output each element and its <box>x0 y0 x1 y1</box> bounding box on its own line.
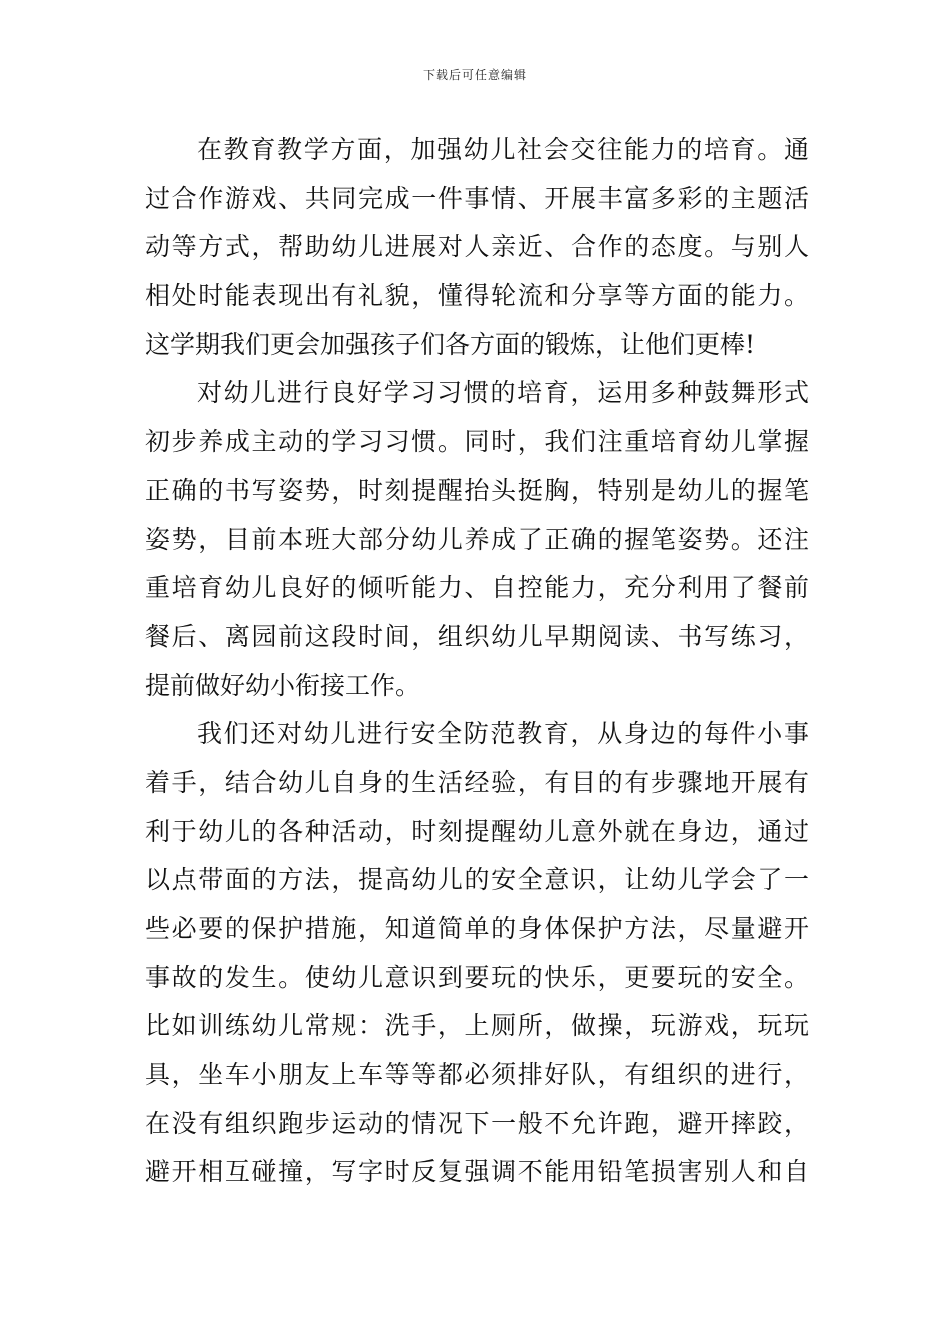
text-line: 这学期我们更会加强孩子们各方面的锻炼，让他们更棒! <box>145 329 756 359</box>
text-line: 在没有组织跑步运动的情况下一般不允许跑，避开摔跤， <box>145 1108 809 1138</box>
text-line: 我们还对幼儿进行安全防范教育，从身边的每件小事 <box>197 719 809 749</box>
paragraph-social-skills <box>145 126 809 369</box>
text-line: 比如训练幼儿常规：洗手，上厕所，做操，玩游戏，玩玩 <box>145 1011 809 1041</box>
text-line: 初步养成主动的学习习惯。同时，我们注重培育幼儿掌握 <box>145 427 809 457</box>
text-line: 提前做好幼小衔接工作。 <box>145 670 421 700</box>
page-header-note: 下载后可任意编辑 <box>422 68 527 82</box>
text-line: 动等方式，帮助幼儿进展对人亲近、合作的态度。与别人 <box>145 232 809 262</box>
document-body <box>145 126 809 1197</box>
paragraph-study-habits <box>145 369 809 710</box>
text-line: 相处时能表现出有礼貌，懂得轮流和分享等方面的能力。 <box>145 281 809 311</box>
text-line: 正确的书写姿势，时刻提醒抬头挺胸，特别是幼儿的握笔 <box>145 475 809 505</box>
text-line: 利于幼儿的各种活动，时刻提醒幼儿意外就在身边，通过 <box>145 816 809 846</box>
text-line: 过合作游戏、共同完成一件事情、开展丰富多彩的主题活 <box>145 183 809 213</box>
text-line: 以点带面的方法，提高幼儿的安全意识，让幼儿学会了一 <box>145 865 809 895</box>
text-line: 些必要的保护措施，知道简单的身体保护方法，尽量避开 <box>145 914 809 943</box>
text-line: 重培育幼儿良好的倾听能力、自控能力，充分利用了餐前 <box>145 573 809 603</box>
text-line: 避开相互碰撞，写字时反复强调不能用铅笔损害别人和自 <box>145 1157 809 1187</box>
paragraph-safety-education <box>145 710 809 1197</box>
text-line: 具，坐车小朋友上车等等都必须排好队，有组织的进行， <box>145 1060 809 1090</box>
text-line: 姿势，目前本班大部分幼儿养成了正确的握笔姿势。还注 <box>145 524 809 554</box>
text-line: 事故的发生。使幼儿意识到要玩的快乐，更要玩的安全。 <box>145 962 809 992</box>
text-line: 对幼儿进行良好学习习惯的培育，运用多种鼓舞形式 <box>197 378 809 408</box>
text-line: 在教育教学方面，加强幼儿社会交往能力的培育。通 <box>197 135 809 164</box>
text-line: 着手，结合幼儿自身的生活经验，有目的有步骤地开展有 <box>145 767 809 797</box>
text-line: 餐后、离园前这段时间，组织幼儿早期阅读、书写练习， <box>145 621 809 651</box>
